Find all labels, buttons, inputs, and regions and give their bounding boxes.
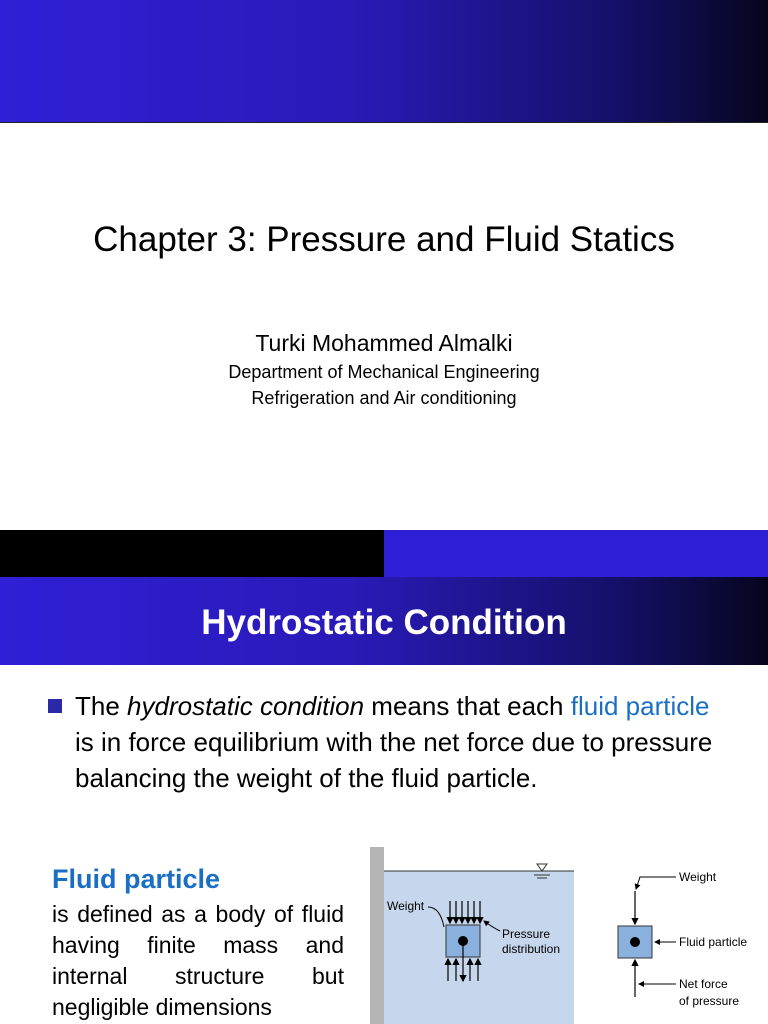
free-weight-label: Weight	[679, 870, 717, 884]
bullet-icon	[48, 699, 62, 713]
free-body-centroid-icon	[630, 937, 640, 947]
fluid-particle-definition: is defined as a body of fluid having finite mass and internal structure but negligible dimensions	[52, 901, 344, 1020]
separator-strip	[384, 530, 768, 577]
bullet-text	[75, 688, 735, 796]
bullet-italic-term: hydrostatic condition	[127, 691, 365, 721]
pressure-label: Pressure	[502, 927, 551, 941]
tank-wall	[370, 847, 384, 1024]
fluid-particle-figure	[370, 847, 760, 1024]
bullet-text-part: is in force equilibrium with the net force due to pressure balancing the weight of the fluid particle.	[75, 727, 713, 793]
net-force-label: Net force	[679, 977, 728, 991]
bullet-text-part: The	[75, 691, 128, 721]
distribution-label: distribution	[502, 942, 561, 956]
of-pressure-label: of pressure	[679, 994, 740, 1008]
hydrostatic-slide	[0, 577, 768, 1024]
slide-banner	[0, 577, 768, 665]
department: Department of Mechanical Engineering	[228, 362, 540, 382]
fluid-particle-label: Fluid particle	[679, 935, 748, 949]
bullet-text-part: means that each	[364, 691, 571, 721]
weight-label: Weight	[387, 899, 425, 913]
chapter-title: Chapter 3: Pressure and Fluid Statics	[93, 220, 675, 259]
fluid-particle-term: fluid particle	[570, 691, 710, 721]
title-banner	[0, 0, 768, 123]
fluid-particle-heading: Fluid particle	[52, 864, 221, 894]
program: Refrigeration and Air conditioning	[251, 388, 517, 408]
author-name: Turki Mohammed Almalki	[255, 330, 513, 356]
slide-title: Hydrostatic Condition	[201, 603, 567, 642]
